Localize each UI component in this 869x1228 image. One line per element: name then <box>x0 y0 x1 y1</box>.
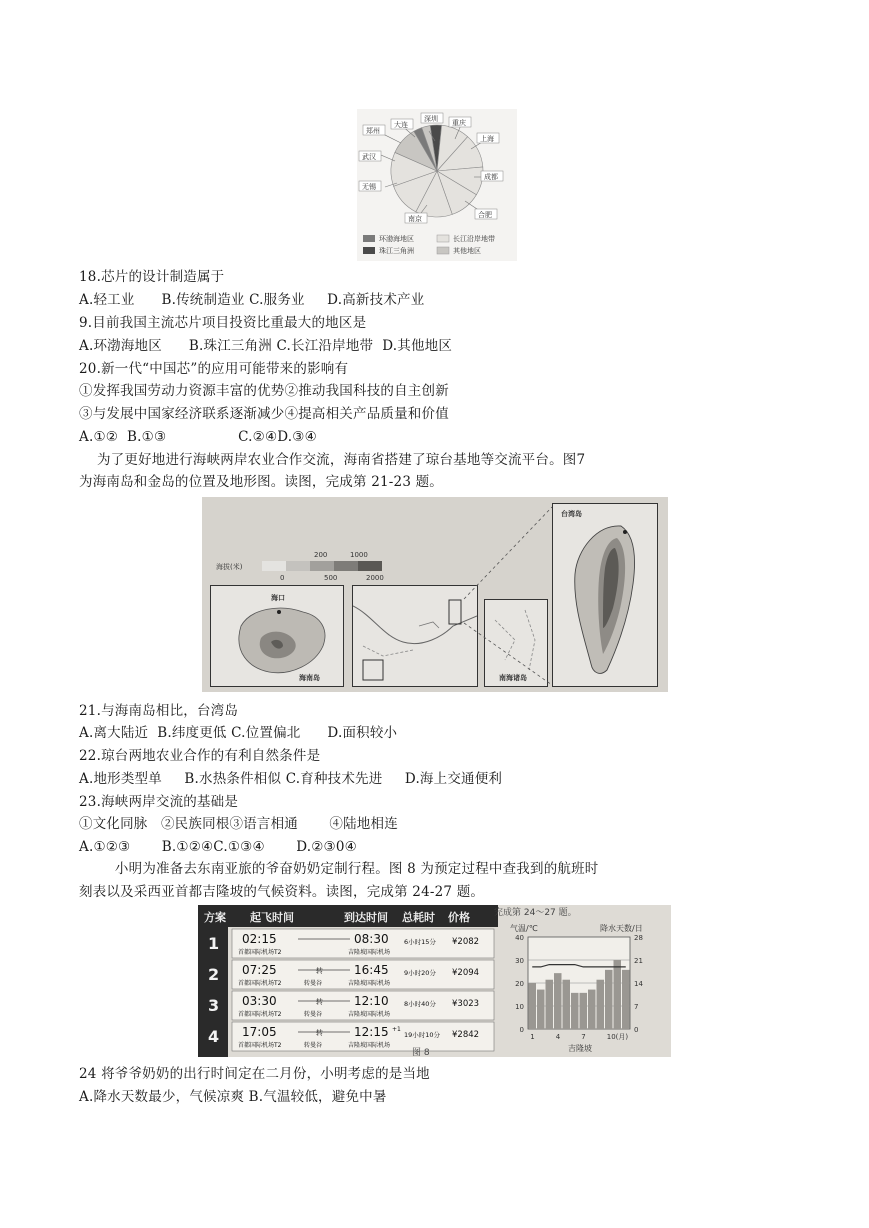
pie-label-wuhan: 武汉 <box>362 153 376 161</box>
svg-text:2000: 2000 <box>366 574 384 582</box>
flight-header-duration: 总耗时 <box>402 911 435 924</box>
legend-swatch-other <box>437 247 449 254</box>
pie-label-dalian: 大连 <box>394 121 408 129</box>
climate-left-tick: 40 <box>515 934 524 942</box>
pie-label-wuxi: 无锡 <box>362 183 376 191</box>
question-23-options: A.①②③ B.①②④C.①③④ D.②③0④ <box>79 839 357 855</box>
intro-paragraph-2-line-1: 小明为准备去东南亚旅的爷奋奶奶定制行程。图 8 为预定过程中查我到的航班时 <box>79 861 599 877</box>
intro-paragraph-1-line-2: 为海南岛和金岛的位置及地形图。读图，完成第 21-23 题。 <box>79 474 443 490</box>
flight-arrive-airport: 吉隆坡国际机场 <box>348 949 391 956</box>
climate-city-label: 吉隆坡 <box>568 1044 592 1053</box>
legend-swatch-zhujiang <box>363 247 375 254</box>
question-23: 23.海峡两岸交流的基础是 <box>79 794 239 810</box>
question-20: 20.新一代“中国芯”的应用可能带来的影响有 <box>79 361 349 377</box>
climate-right-tick: 28 <box>634 934 643 942</box>
climate-month-tick: 1 <box>530 1033 535 1041</box>
rain-day-bar <box>622 970 630 1029</box>
climate-left-tick: 30 <box>515 957 524 965</box>
question-19: 9.目前我国主流芯片项目投资比重最大的地区是 <box>79 315 367 331</box>
climate-right-tick: 14 <box>634 980 643 988</box>
rain-day-bar <box>554 973 562 1029</box>
climate-right-tick: 21 <box>634 957 643 965</box>
question-18-options: A.轻工业 B.传统制造业 C.服务业 D.高新技术产业 <box>79 292 425 308</box>
question-19-options: A.环渤海地区 B.珠江三角洲 C.长江沿岸地带 D.其他地区 <box>79 338 453 354</box>
pie-label-hefei: 合肥 <box>478 211 492 219</box>
flight-price: ¥2082 <box>452 937 480 947</box>
pie-chart <box>357 109 517 261</box>
flight-duration: 6小时15分 <box>404 938 436 946</box>
flight-arrive-time: 08:30 <box>354 932 389 946</box>
flight-arrive-time: 12:15 <box>354 1025 389 1039</box>
climate-month-tick: 7 <box>581 1033 586 1041</box>
rain-day-bar <box>614 960 622 1029</box>
rain-day-bar <box>546 980 554 1029</box>
legend-bohai: 环渤海地区 <box>379 235 414 243</box>
hainan-taiwan-map-figure <box>202 497 668 692</box>
flight-climate-figure <box>198 905 671 1057</box>
climate-left-tick: 10 <box>515 1003 524 1011</box>
flight-price: ¥3023 <box>452 999 480 1009</box>
pie-label-chengdu: 成都 <box>484 173 498 181</box>
flight-table <box>198 905 498 1057</box>
flight-duration: 8小时40分 <box>404 1000 436 1008</box>
rain-day-bar <box>537 990 545 1029</box>
flight-next-day: +1 <box>392 1026 401 1033</box>
flight-depart-airport: 首都国际机场T2 <box>238 1042 282 1049</box>
rain-day-bar <box>597 980 605 1029</box>
flight-arrive-airport: 吉隆坡国际机场 <box>348 1011 391 1018</box>
flight-plan-number: 4 <box>208 1027 220 1046</box>
intro-paragraph-1-line-1: 为了更好地进行海峡两岸农业合作交流，海南省搭建了琼台基地等交流平台。图7 <box>79 452 586 468</box>
rain-day-bar <box>580 993 588 1029</box>
climate-right-tick: 7 <box>634 1003 639 1011</box>
flight-arrive-time: 12:10 <box>354 994 389 1008</box>
nanhai-label: 南海诸岛 <box>499 674 527 682</box>
climate-right-tick: 0 <box>634 1026 639 1034</box>
flight-via: 转 <box>316 998 323 1006</box>
climate-month-tick: 10(月) <box>606 1033 629 1041</box>
flight-price: ¥2842 <box>452 1030 480 1040</box>
flight-depart-airport: 首都国际机场T2 <box>238 1011 282 1018</box>
pie-label-nanjing: 南京 <box>408 215 422 223</box>
elevation-legend-title: 海拔(米) <box>216 563 243 571</box>
pie-label-shenzhen: 深圳 <box>424 115 438 123</box>
svg-text:500: 500 <box>324 574 338 582</box>
flight-via-stop: 转曼谷 <box>304 1011 323 1018</box>
flight-price: ¥2094 <box>452 968 480 978</box>
rain-day-bar <box>571 993 579 1029</box>
rain-day-bar <box>588 990 596 1029</box>
pie-label-shanghai: 上海 <box>480 135 494 143</box>
figure-8-caption: 图 8 <box>412 1048 430 1057</box>
question-21-options: A.离大陆近 B.纬度更低 C.位置偏北 D.面积较小 <box>79 725 398 741</box>
legend-other: 其他地区 <box>453 247 481 255</box>
flight-via-stop: 转曼谷 <box>304 980 323 987</box>
flight-via: 转 <box>316 967 323 975</box>
climate-month-tick: 4 <box>555 1033 561 1041</box>
flight-via-stop: 转曼谷 <box>304 1042 323 1049</box>
flight-plan-number: 3 <box>208 996 220 1015</box>
hainan-label: 海南岛 <box>299 674 320 682</box>
flight-plan-number: 2 <box>208 965 220 984</box>
climate-right-axis-label: 降水天数/日 <box>600 924 643 933</box>
flight-header-price: 价格 <box>448 911 470 924</box>
haikou-label: 海口 <box>271 594 285 602</box>
question-20-statement-2: ③与发展中国家经济联系逐渐减少④提高相关产品质量和价值 <box>79 406 449 422</box>
question-18: 18.芯片的设计制造属于 <box>79 269 225 285</box>
question-22: 22.琼台两地农业合作的有利自然条件是 <box>79 748 321 764</box>
climate-left-axis-label: 气温/℃ <box>510 924 538 933</box>
climate-left-tick: 0 <box>519 1026 524 1034</box>
legend-changjiang: 长江沿岸地带 <box>453 235 495 243</box>
question-23-statements: ①文化同脉 ②民族同根③语言相通 ④陆地相连 <box>79 816 398 832</box>
flight-header-arrive: 到达时间 <box>344 911 388 924</box>
legend-swatch-bohai <box>363 235 375 242</box>
taiwan-panel <box>552 503 658 687</box>
figure-8-top-text: 完成第 24～27 题。 <box>494 908 577 918</box>
flight-arrive-time: 16:45 <box>354 963 389 977</box>
flight-plan-number: 1 <box>208 934 220 953</box>
pie-chart-figure <box>357 109 517 261</box>
flight-via: 转 <box>316 1029 323 1037</box>
flight-header-depart: 起飞时间 <box>250 911 294 924</box>
flight-depart-time: 17:05 <box>242 1025 277 1039</box>
svg-text:0: 0 <box>280 574 285 582</box>
question-21: 21.与海南岛相比，台湾岛 <box>79 703 239 719</box>
flight-duration: 19小时10分 <box>404 1031 441 1039</box>
flight-depart-time: 02:15 <box>242 932 277 946</box>
flight-depart-airport: 首都国际机场T2 <box>238 949 282 956</box>
flight-depart-airport: 首都国际机场T2 <box>238 980 282 987</box>
taiwan-label: 台湾岛 <box>561 510 582 518</box>
rain-day-bar <box>563 980 571 1029</box>
question-24-options: A.降水天数最少，气候凉爽 B.气温较低，避免中暑 <box>79 1089 387 1105</box>
flight-depart-time: 07:25 <box>242 963 277 977</box>
flight-arrive-airport: 吉隆坡国际机场 <box>348 1042 391 1049</box>
question-24: 24 将爷爷奶奶的出行时间定在二月份，小明考虑的是当地 <box>79 1066 430 1082</box>
svg-text:1000: 1000 <box>350 551 368 559</box>
intro-paragraph-2-line-2: 刻表以及采西亚首都吉隆坡的气候资料。读图，完成第 24-27 题。 <box>79 884 485 900</box>
question-22-options: A.地形类型单 B.水热条件相似 C.育种技术先进 D.海上交通便利 <box>79 771 503 787</box>
climate-left-tick: 20 <box>515 980 524 988</box>
flight-duration: 9小时20分 <box>404 969 436 977</box>
question-20-statement-1: ①发挥我国劳动力资源丰富的优势②推动我国科技的自主创新 <box>79 383 449 399</box>
pie-label-chongqing: 重庆 <box>452 119 466 127</box>
climate-chart <box>506 921 666 1055</box>
rain-day-bar <box>605 970 613 1029</box>
flight-depart-time: 03:30 <box>242 994 277 1008</box>
question-20-options: A.①② B.①③ C.②④D.③④ <box>79 429 317 445</box>
rain-day-bar <box>529 983 537 1029</box>
pie-label-zhengzhou: 郑州 <box>366 127 380 135</box>
svg-text:200: 200 <box>314 551 328 559</box>
flight-header-plan: 方案 <box>204 911 226 924</box>
legend-swatch-changjiang <box>437 235 449 242</box>
legend-zhujiang: 珠江三角洲 <box>379 247 414 255</box>
flight-arrive-airport: 吉隆坡国际机场 <box>348 980 391 987</box>
